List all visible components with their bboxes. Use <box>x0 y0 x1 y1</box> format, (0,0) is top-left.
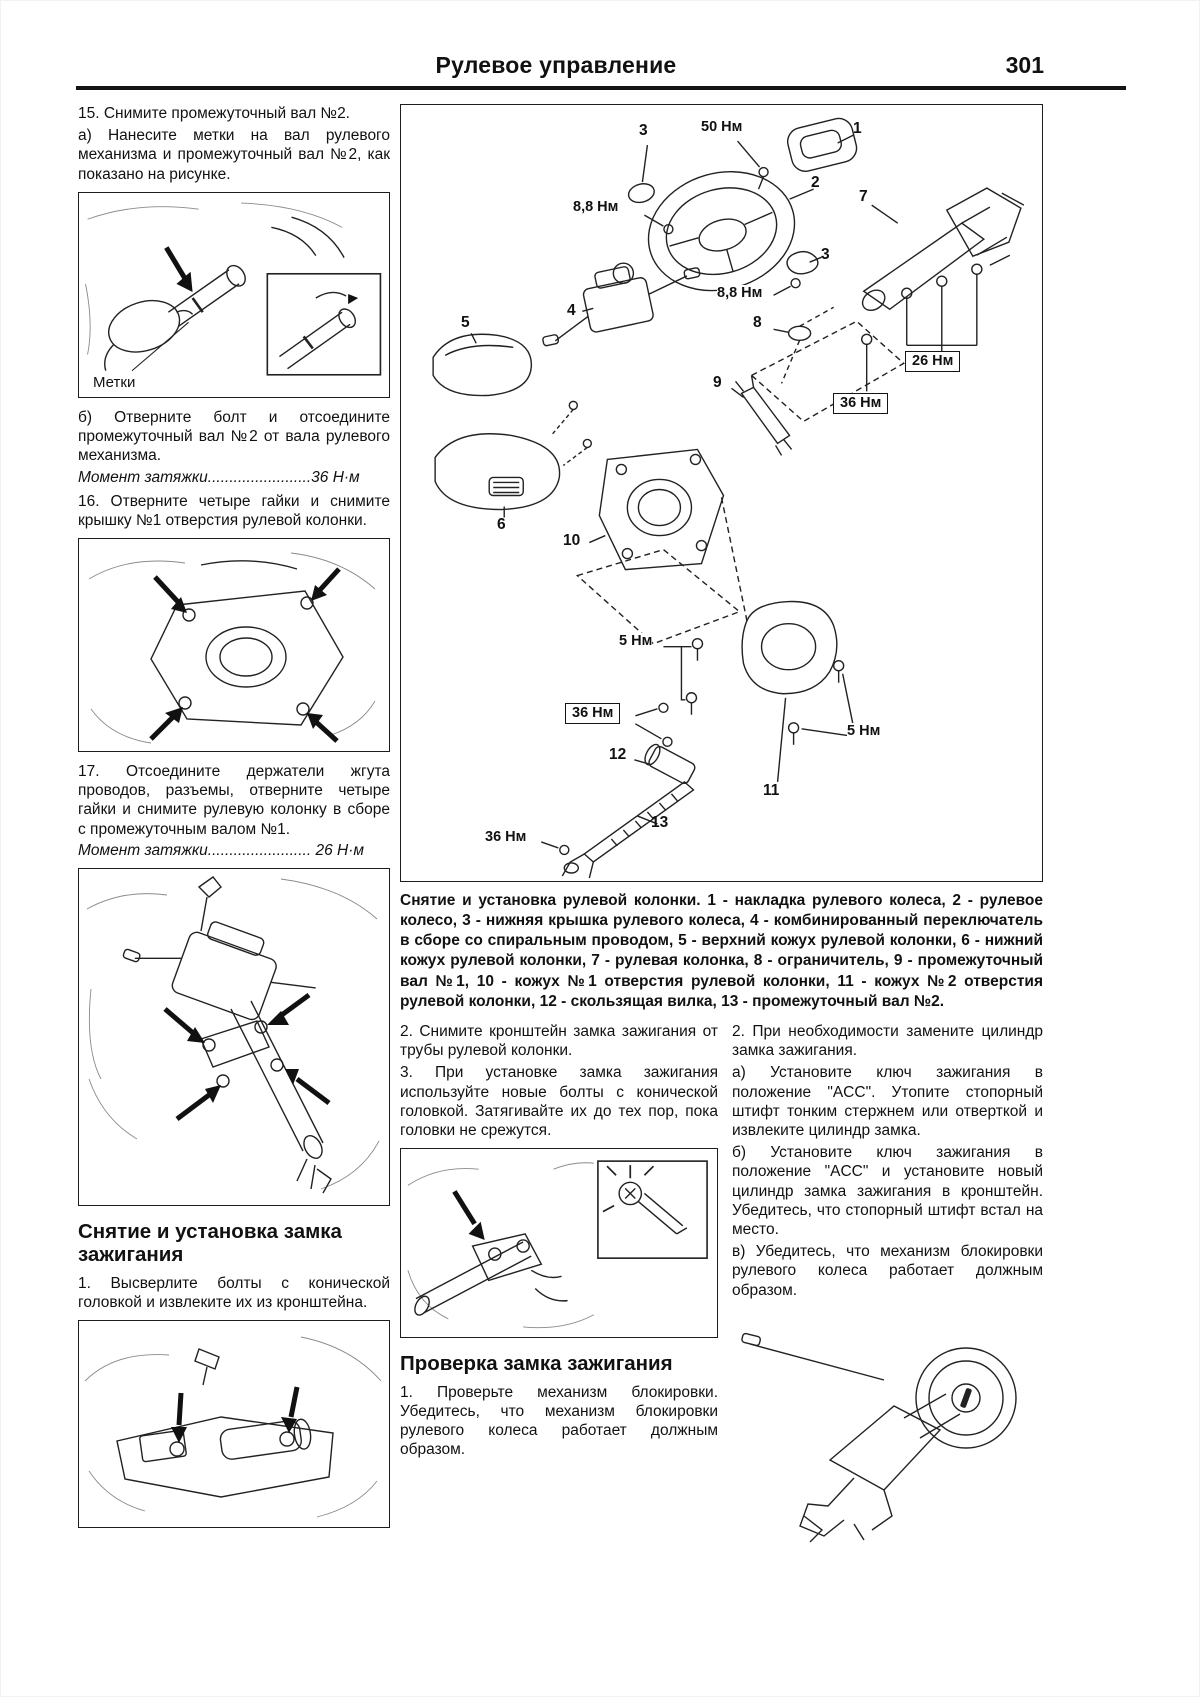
part-label-1: 1 <box>853 120 862 137</box>
shaft-marks-sketch <box>79 193 389 397</box>
diagram-caption: Снятие и установка рулевой колонки. 1 - накладка рулевого колеса, 2 - рулевое колесо, 3 - нижняя крышка рулевого колеса, 4 - комбинированный переключатель в сборе со спиральным проводом, 5 - верхний кожух рулевой колонки, 6 - нижний кожух рулевой колонки, 7 - рулевая колонка, 8 - ограничитель, 9 - промежуточный вал №1, 10 - кожух №1 отверстия рулевой колонки, 11 - кожух №2 отверстия рулевой колонки, 12 - скользящая вилка, 13 - промежуточный вал №2. <box>400 892 1043 1010</box>
step-15b-text: б) Отверните болт и отсоедините промежуточный вал №2 от вала рулевого механизма. <box>78 408 390 465</box>
figure-lock-bracket <box>78 1320 390 1528</box>
middle-column <box>400 1022 718 1548</box>
cover-plate-sketch <box>79 539 389 751</box>
right-column <box>732 1022 1043 1548</box>
page-header <box>76 44 1126 90</box>
heading-lock-check: Проверка замка зажигания <box>400 1352 673 1376</box>
part-label-13: 13 <box>651 814 669 831</box>
part-label-7: 7 <box>859 188 868 205</box>
page-title: Рулевое управление <box>435 52 677 78</box>
column-assembly-sketch <box>79 869 389 1205</box>
right-step-2c-text: в) Убедитесь, что механизм блокировки рулевого колеса работает должным образом. <box>732 1243 1043 1299</box>
bottom-columns <box>400 1022 1043 1548</box>
mid-step-3-text: 3. При установке замка зажигания используйте новые болты с конической головкой. Затягивайте их до тех пор, пока головки не срежутся. <box>400 1064 718 1139</box>
torque-36-line: Момент затяжки........................36 Н·м <box>78 468 360 486</box>
lock-bracket-sketch <box>79 1321 389 1527</box>
check-step-1-text: 1. Проверьте механизм блокировки. Убедитесь, что механизм блокировки рулевого колеса работает должным образом. <box>400 1383 718 1459</box>
ignition-cylinder-sketch <box>734 1310 1036 1548</box>
part-label-4: 4 <box>567 302 576 319</box>
torque-label-88nm-1: 8,8 Нм <box>573 199 619 215</box>
figure-column-assembly <box>78 868 390 1206</box>
torque-label-5nm-1: 5 Нм <box>619 633 653 649</box>
torque-label-36nm-1: 36 Нм <box>833 393 888 414</box>
torque-label-5nm-2: 5 Нм <box>847 723 881 739</box>
torque-26-line: Момент затяжки........................ 26 Н·м <box>78 841 364 859</box>
heading-ignition-lock: Снятие и установка замка зажигания <box>78 1219 342 1267</box>
step-16-text: 16. Отверните четыре гайки и снимите крышку №1 отверстия рулевой колонки. <box>78 492 390 529</box>
exploded-diagram <box>400 104 1043 882</box>
figure-shear-bolt <box>400 1148 718 1338</box>
step-15a-text: а) Нанесите метки на вал рулевого механизма и промежуточный вал №2, как показано на рисунке. <box>78 127 390 183</box>
right-step-2a-text: а) Установите ключ зажигания в положение "ACC". Утопите стопорный штифт тонким стержнем или отверткой и извлеките цилиндр замка. <box>732 1064 1043 1139</box>
page-number: 301 <box>1005 52 1044 78</box>
figure-shaft-marks <box>78 192 390 398</box>
shear-bolt-sketch <box>401 1149 717 1337</box>
right-step-2-text: 2. При необходимости замените цилиндр замка зажигания. <box>732 1022 1043 1060</box>
torque-label-50nm: 50 Нм <box>701 119 743 135</box>
torque-label-36nm-2: 36 Нм <box>565 703 620 724</box>
left-column <box>78 104 390 1538</box>
part-label-3b: 3 <box>821 246 830 263</box>
figure-ignition-cylinder <box>734 1310 1036 1548</box>
part-label-3: 3 <box>639 122 648 139</box>
exploded-diagram-art <box>401 105 1042 881</box>
right-step-2b-text: б) Установите ключ зажигания в положение "ACC" и установите новый цилиндр замка зажигания в кронштейн. Убедитесь, что стопорный штифт встал на место. <box>732 1144 1043 1239</box>
part-label-9: 9 <box>713 374 722 391</box>
mid-step-2-text: 2. Снимите кронштейн замка зажигания от трубы рулевой колонки. <box>400 1022 718 1060</box>
part-label-10: 10 <box>563 532 581 549</box>
part-label-6: 6 <box>497 516 506 533</box>
part-label-5: 5 <box>461 314 470 331</box>
step-17-text: 17. Отсоедините держатели жгута проводов, разъемы, отверните четыре гайки и снимите рулевую колонку в сборе с промежуточным валом №1. <box>78 762 390 838</box>
right-area <box>400 104 1043 1548</box>
step-15-text: 15. Снимите промежуточный вал №2. <box>78 105 350 122</box>
torque-label-88nm-2: 8,8 Нм <box>717 285 763 301</box>
marks-label: Метки <box>93 373 136 391</box>
part-label-12: 12 <box>609 746 627 763</box>
torque-label-26nm: 26 Нм <box>905 351 960 372</box>
torque-label-36nm-3: 36 Нм <box>485 829 527 845</box>
figure-cover-plate <box>78 538 390 752</box>
part-label-11: 11 <box>763 782 780 799</box>
part-label-8: 8 <box>753 314 762 331</box>
part-label-2: 2 <box>811 174 820 191</box>
ignition-step-1-text: 1. Высверлите болты с конической головкой и извлеките их из кронштейна. <box>78 1274 390 1312</box>
